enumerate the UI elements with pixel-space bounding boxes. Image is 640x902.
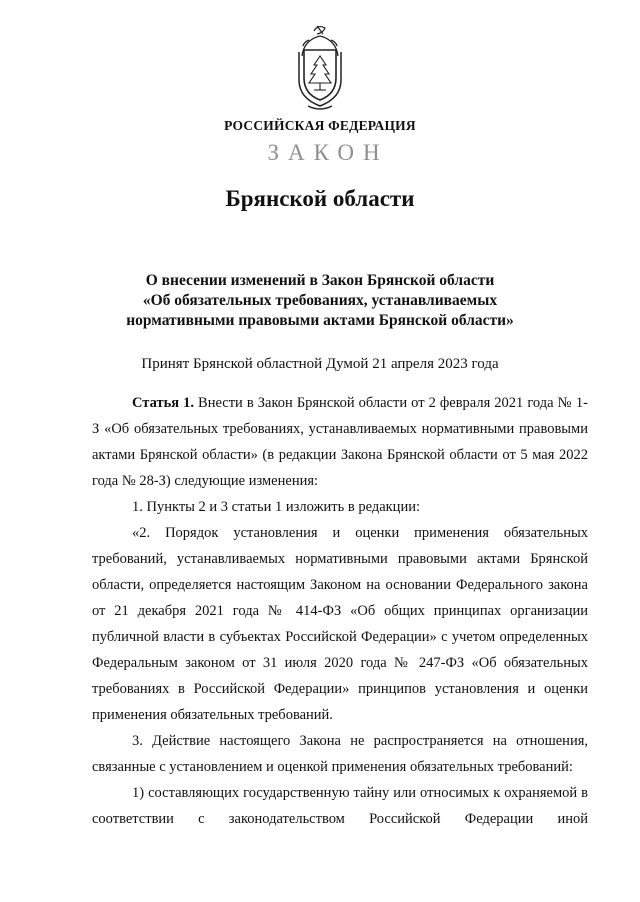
body-paragraph: 3. Действие настоящего Закона не распространяется на отношения, связанные с установлением и оценкой применения обязательных требований:	[92, 733, 588, 775]
title-line: нормативными правовыми актами Брянской области»	[126, 312, 514, 329]
law-title	[0, 271, 640, 331]
document-body	[92, 390, 588, 832]
law-heading: ЗАКОН	[267, 140, 389, 165]
body-paragraph: 1. Пункты 2 и 3 статьи 1 изложить в редакции:	[132, 499, 420, 515]
adoption-line: Принят Брянской областной Думой 21 апреля 2023 года	[141, 356, 499, 372]
title-line: О внесении изменений в Закон Брянской области	[145, 272, 495, 289]
region-heading: Брянской области	[225, 186, 415, 211]
article-text: Внести в Закон Брянской области от 2 февраля 2021 года № 1-З «Об обязательных требованиях, устанавливаемых нормативными правовыми актами Брянской области» (в редакции Закона Брянской области от 5 мая 2022 года № 28-З) следующие изменения:	[92, 395, 588, 489]
article-1-paragraph	[92, 390, 588, 494]
title-line: «Об обязательных требованиях, устанавливаемых	[142, 292, 498, 309]
body-paragraph: 1) составляющих государственную тайну или относимых к охраняемой в соответствии с законодательством Российской Федерации иной	[92, 785, 588, 827]
article-label: Статья 1.	[132, 395, 195, 411]
body-paragraph: «2. Порядок установления и оценки применения обязательных требований, устанавливаемых нормативными правовыми актами Брянской области, определяется настоящим Законом на основании Федерального закона от 21 декабря 2021 года № 414-ФЗ «Об общих принципах организации публичной власти в субъектах Российской Федерации» с учетом определенных Федеральным законом от 31 июля 2020 года № 247-ФЗ «Об обязательных требованиях в Российской Федерации» принципов установления и оценки применения обязательных требований.	[92, 525, 588, 723]
country-heading: РОССИЙСКАЯ ФЕДЕРАЦИЯ	[224, 118, 416, 133]
coat-of-arms-emblem	[290, 22, 350, 112]
